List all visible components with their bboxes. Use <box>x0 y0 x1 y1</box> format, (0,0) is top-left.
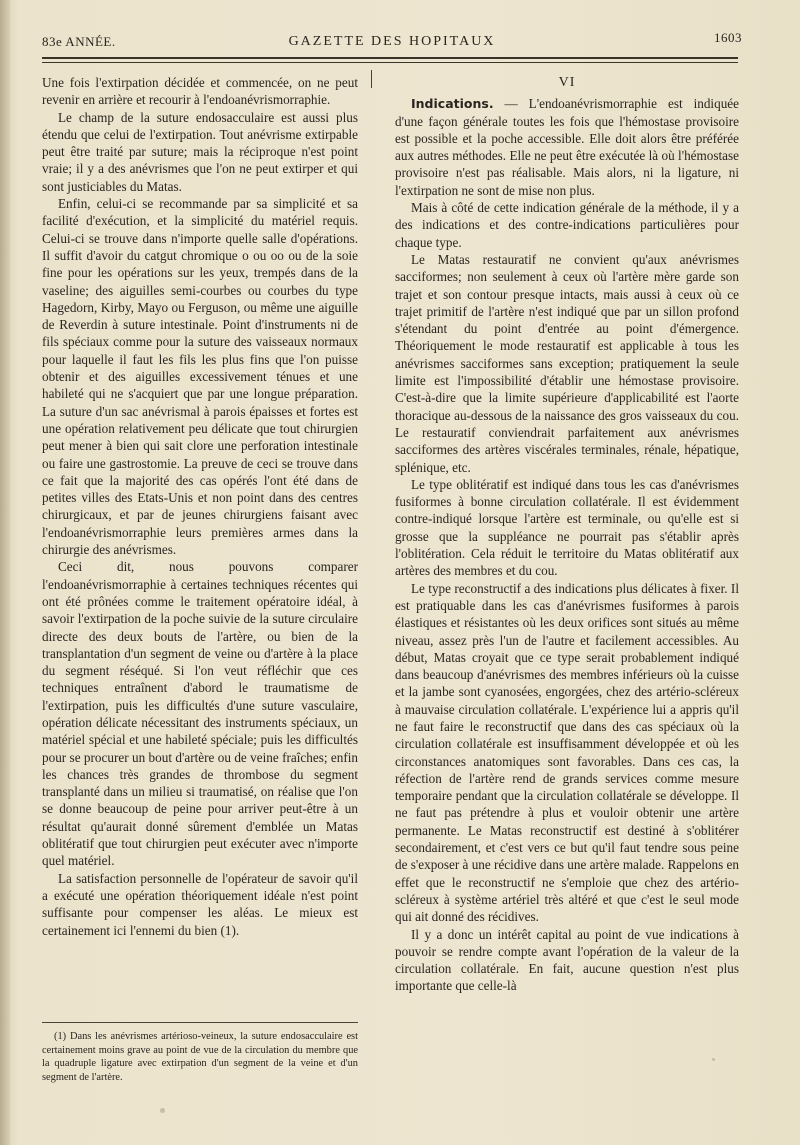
paper-speck <box>712 1058 715 1061</box>
left-column <box>42 74 358 939</box>
paragraph-text: — L'endoanévrismorraphie est indiquée d'une façon générale toutes les fois que l'hémostase provisoire est possible et la poche accessible. Elle doit alors être préférée aux autres méthodes. Elle ne peut être exécutée là où l'hémostase provisoire n'est pas réalisable. Mais alors, ni la ligature, ni l'extirpation ne sont de mise non plus. <box>395 96 739 198</box>
paragraph: Le champ de la suture endosacculaire est aussi plus étendu que celui de l'extirpation. Tout anévrisme extirpable peut être traité par suture; mais la réciproque n'est point vraie; il y a des anévrismes que l'on ne peut extirper et qui sont justiciables du Matas. <box>42 109 358 194</box>
paragraph: Le type reconstructif a des indications plus délicates à fixer. Il est pratiquable dans les cas d'anévrismes fusiformes à parois élastiques et résistantes où les deux orifices sont situés au même niveau, assez près l'un de l'autre et facilement accessibles. Au début, Matas croyait que ce type serait probablement indiqué dans beaucoup d'anévrismes des membres inférieurs où la cuisse et la jambe sont cyanosées, engorgées, chez des artério-scléreux à mauvaise circulation collatérale. L'expérience lui a appris qu'il ne faut faire le reconstructif que dans des cas spéciaux où la circulation collatérale est insuffisamment développée et où les circonstances anatomiques sont favorables. Dans ces cas, la réfection de l'artère rend de grands services comme mesure temporaire pendant que la circulation collatérale se développe. Il ne faut pas prétendre à plus et vouloir obtenir une artère permanente. Le Matas reconstructif est destiné à s'oblitérer secondairement, et c'est vers ce but qu'il faut tendre sous peine de s'exposer à une récidive dans une artère malade. Rappelons en effet que le reconstructif ne s'emploie que chez des artério-scléreux à système artériel très altéré et que c'est le seul mode qui ait donné des récidives. <box>395 580 740 925</box>
paragraph <box>395 95 739 199</box>
running-header <box>42 30 742 54</box>
paragraph: Mais à côté de cette indication générale de la méthode, il y a des indications et des contre-indications particulières pour chaque type. <box>395 200 739 250</box>
section-number: VI <box>558 75 576 90</box>
paragraph: Une fois l'extirpation décidée et commencée, on ne peut revenir en arrière et recourir à l'endoanévrismorraphie. <box>42 75 358 108</box>
footnote <box>42 1030 358 1084</box>
column-divider <box>371 70 372 88</box>
volume-label: 83e ANNÉE. <box>42 34 116 49</box>
paragraph: Il y a donc un intérêt capital au point de vue indications à pouvoir se rendre compte avant l'opération de la valeur de la circulation collatérale. En fait, aucune question n'est plus importante que celle-là <box>395 926 739 994</box>
footnote-text: (1) Dans les anévrismes artérioso-veineux, la suture endosacculaire est certainement moins grave au point de vue de la circulation du membre que la quadruple ligature avec extirpation d'un segment de la veine et d'un segment de l'artère. <box>42 1031 358 1083</box>
header-rule-thin <box>42 62 738 63</box>
page-binding-edge <box>0 0 10 1145</box>
header-rule-thick <box>42 57 738 59</box>
page-number: 1603 <box>714 30 742 45</box>
paragraph: Enfin, celui-ci se recommande par sa simplicité et sa facilité d'exécution, et la simplicité du matériel requis. Celui-ci se trouve dans n'importe quelle salle d'opérations. Il suffit d'avoir du catgut chromique o ou oo ou de la soie fine pour les opérations sur les yeux, trempés dans de la vaseline; des aiguilles semi-courbes ou courbes du type Hagedorn, Kirby, Mayo ou Ferguson, ou même une aiguille de Reverdin à suture intestinale. Point d'instruments ni de fils spéciaux comme pour la suture des vaisseaux normaux pour laquelle il faut les fils les plus fins que l'on puisse obtenir et des aiguilles excessivement ténues et une habileté qui ne s'acquiert que par une longue préparation. La suture d'un sac anévrismal à parois épaisses et fortes est une opération relativement peu délicate que tout chirurgien peut mener à bien qui sait clore une perforation intestinale ou faire une gastrostomie. La preuve de ceci se trouve dans ce fait que la majorité des cas opérés l'ont été dans de petites villes des Etats-Unis et non point dans des centres chirurgicaux, et par de jeunes chirurgiens faisant avec l'endoanévrismorraphie leurs premières armes dans la chirurgie des anévrismes. <box>42 196 358 558</box>
paragraph: La satisfaction personnelle de l'opérateur de savoir qu'il a exécuté une opération théoriquement idéale n'est point suffisante pour compenser les aléas. Le mieux est certainement ici l'ennemi du bien (1). <box>42 870 358 938</box>
paper-speck <box>160 1108 165 1113</box>
section-lead: Indications. <box>411 96 494 112</box>
paragraph: Le type oblitératif est indiqué dans tous les cas d'anévrismes fusiformes à bonne circulation collatérale. Il est évidemment contre-indiqué lorsque l'artère est terminale, ou qu'elle est si grosse que la suppléance ne pourrait pas s'établir après l'oblitération. Cela réduit le territoire du Matas oblitératif aux artères des membres et du cou. <box>395 476 739 579</box>
footnote-rule <box>42 1022 358 1023</box>
paragraph: Le Matas restauratif ne convient qu'aux anévrismes sacciformes; non seulement à ceux où l'artère mère garde son trajet et son contour presque intacts, mais aussi à ceux où ce trajet primitif de l'artère n'est indiqué que par un sillon profond s'étendant du point d'entrée au point d'émergence. Théoriquement le mode restauratif est applicable à tous les anévrismes sacciformes sans exception; pratiquement la seule limite est l'impossibilité d'établir une hémostase provisoire. C'est-à-dire que la limite supérieure d'applicabilité est l'aorte thoracique au-dessous de la naissance des gros vaisseaux du cou. Le restauratif conviendrait parfaitement aux anévrismes sacciformes des artères viscérales terminales, rénale, hépatique, splénique, etc. <box>395 251 739 475</box>
paragraph: Ceci dit, nous pouvons comparer l'endoanévrismorraphie à certaines techniques récentes qui ont été prônées comme le traitement opératoire idéal, à savoir l'extirpation de la poche suivie de la suture circulaire directe des deux bouts de l'artère, ou bien de la transplantation d'un segment de veine ou d'artère à la place du segment réséqué. Si l'on veut réfléchir que ces techniques entraînent d'abord le traumatisme de l'extirpation, puis les difficultés d'une suture vasculaire, opération délicate nécessitant des instruments spéciaux, un matériel spécial et une habileté spéciale; puis les difficultés pour se procurer un bout d'artère ou de veine fraîches; enfin les chances très grandes de thrombose du segment transplanté dans un milieu si traumatisé, on réalise que l'on se donne beaucoup de peine pour arriver peut-être à un résultat qu'aurait donné sûrement d'emblée un Matas oblitératif que tout chirurgien peut exécuter avec n'importe quel matériel. <box>42 559 358 869</box>
journal-title: GAZETTE DES HOPITAUX <box>288 34 496 49</box>
right-column <box>395 74 739 995</box>
